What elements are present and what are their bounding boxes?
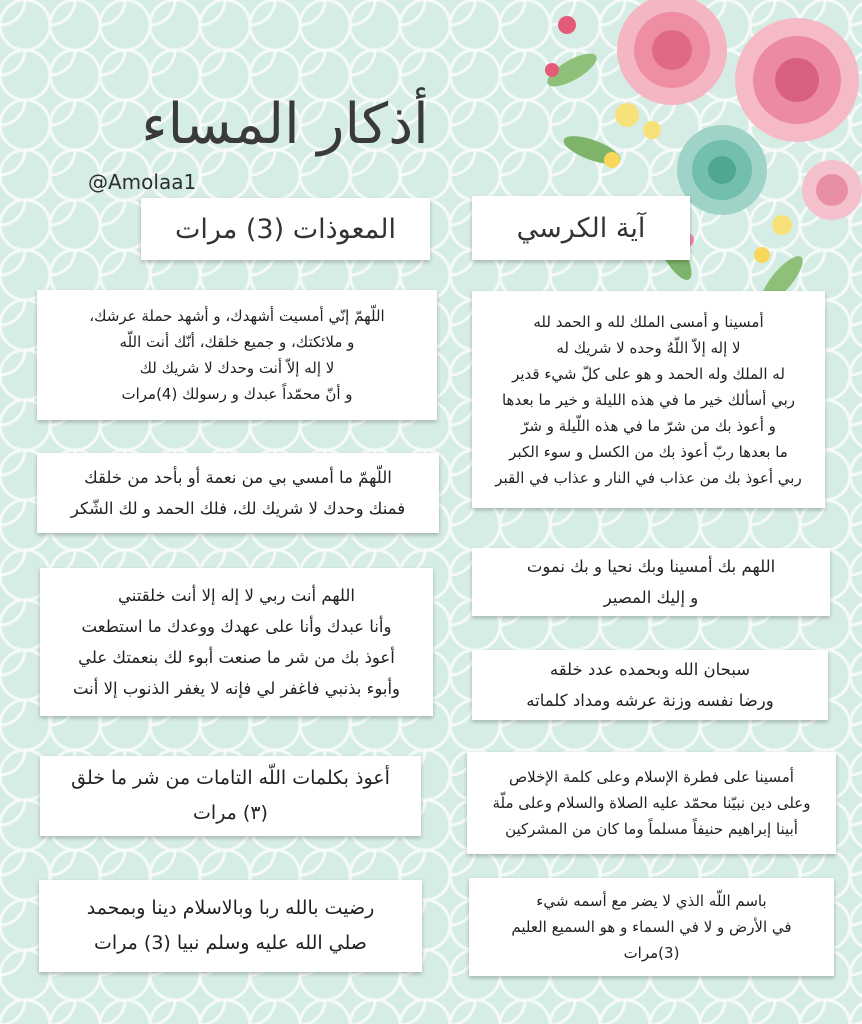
header-muawwidhat <box>141 198 430 260</box>
dhikr-line: و ملائكتك، و جميع خلقك، أنّك أنت اللّه <box>119 333 355 351</box>
dhikr-line: و أعوذ بك من شرّ ما في هذه اللّيلة و شرّ <box>521 416 776 435</box>
dhikr-card <box>467 752 836 854</box>
dhikr-line: أمسينا و أمسى الملك لله و الحمد لله <box>533 312 764 331</box>
dhikr-line: و إليك المصير <box>603 588 699 607</box>
dhikr-line: صلي الله عليه وسلم نبيا (3) مرات <box>94 932 367 954</box>
dhikr-card <box>37 453 439 533</box>
page-title: أذكار المساء <box>141 92 429 157</box>
dhikr-line: (٣) مرات <box>193 802 268 824</box>
header-label: المعوذات (3) مرات <box>175 213 396 245</box>
dhikr-line: اللهم أنت ربي لا إله إلا أنت خلقتني <box>117 586 356 605</box>
dhikr-line: لا إله إلاّ اللّهُ وحده لا شريك له <box>556 338 741 357</box>
dhikr-line: وأنا عبدك وأنا على عهدك ووعدك ما استطعت <box>81 617 392 636</box>
dhikr-card <box>472 650 828 720</box>
dhikr-line: له الملك وله الحمد و هو على كلّ شيء قدير <box>512 364 785 383</box>
dhikr-card <box>40 756 421 836</box>
dhikr-line: اللهم بك أمسينا وبك نحيا و بك نموت <box>526 557 776 576</box>
header-ayat-alkursi <box>472 196 690 260</box>
dhikr-line: أعوذ بكلمات اللّه التامات من شر ما خلق <box>71 767 390 789</box>
dhikr-line: ربي أسألك خير ما في هذه الليلة و خير ما بعدها <box>501 390 796 409</box>
dhikr-card <box>472 548 830 616</box>
dhikr-card <box>469 878 834 976</box>
dhikr-line: وأبوء بذنبي فاغفر لي فإنه لا يغفر الذنوب إلا أنت <box>72 679 401 698</box>
dhikr-line: ورضا نفسه وزنة عرشه ومداد كلماته <box>526 691 774 710</box>
author-handle: @Amolaa1 <box>88 170 197 194</box>
dhikr-line: اللّهمّ ما أمسي بي من نعمة أو بأحد من خلقك <box>84 468 392 487</box>
dhikr-card <box>39 880 422 972</box>
dhikr-line: ربي أعوذ بك من عذاب في النار و عذاب في القبر <box>495 468 802 487</box>
floral-decoration-icon <box>532 0 862 310</box>
dhikr-line: لا إله إلاّ أنت وحدك لا شريك لك <box>139 359 335 377</box>
dhikr-card <box>472 291 825 508</box>
dhikr-line: ما بعدها ربّ أعوذ بك من الكسل و سوء الكبر <box>509 442 788 461</box>
dhikr-card <box>40 568 433 716</box>
dhikr-line: فمنك وحدك لا شريك لك، فلك الحمد و لك الشّكر <box>70 499 406 518</box>
dhikr-line: اللّهمّ إنّي أمسيت أشهدك، و أشهد حملة عرشك، <box>89 307 385 325</box>
dhikr-line: (3)مرات <box>623 944 680 962</box>
dhikr-line: و أنّ محمّداً عبدك و رسولك (4)مرات <box>121 385 353 403</box>
dhikr-line: باسم اللّه الذي لا يضر مع أسمه شيء <box>536 892 767 910</box>
dhikr-line: سبحان الله وبحمده عدد خلقه <box>549 660 751 679</box>
dhikr-card <box>37 290 437 420</box>
dhikr-line: في الأرض و لا في السماء و هو السميع العليم <box>511 918 792 936</box>
dhikr-line: وعلى دين نبيّنا محمّد عليه الصلاة والسلام وعلى ملّة <box>492 794 811 812</box>
dhikr-line: أعوذ بك من شر ما صنعت أبوء لك بنعمتك علي <box>78 648 395 667</box>
dhikr-line: أبينا إبراهيم حنيفاً مسلماً وما كان من المشركين <box>505 820 798 838</box>
header-label: آية الكرسي <box>516 212 646 244</box>
dhikr-line: رضيت بالله ربا وبالاسلام دينا وبمحمد <box>86 897 375 919</box>
dhikr-line: أمسينا على فطرة الإسلام وعلى كلمة الإخلاص <box>509 768 794 786</box>
